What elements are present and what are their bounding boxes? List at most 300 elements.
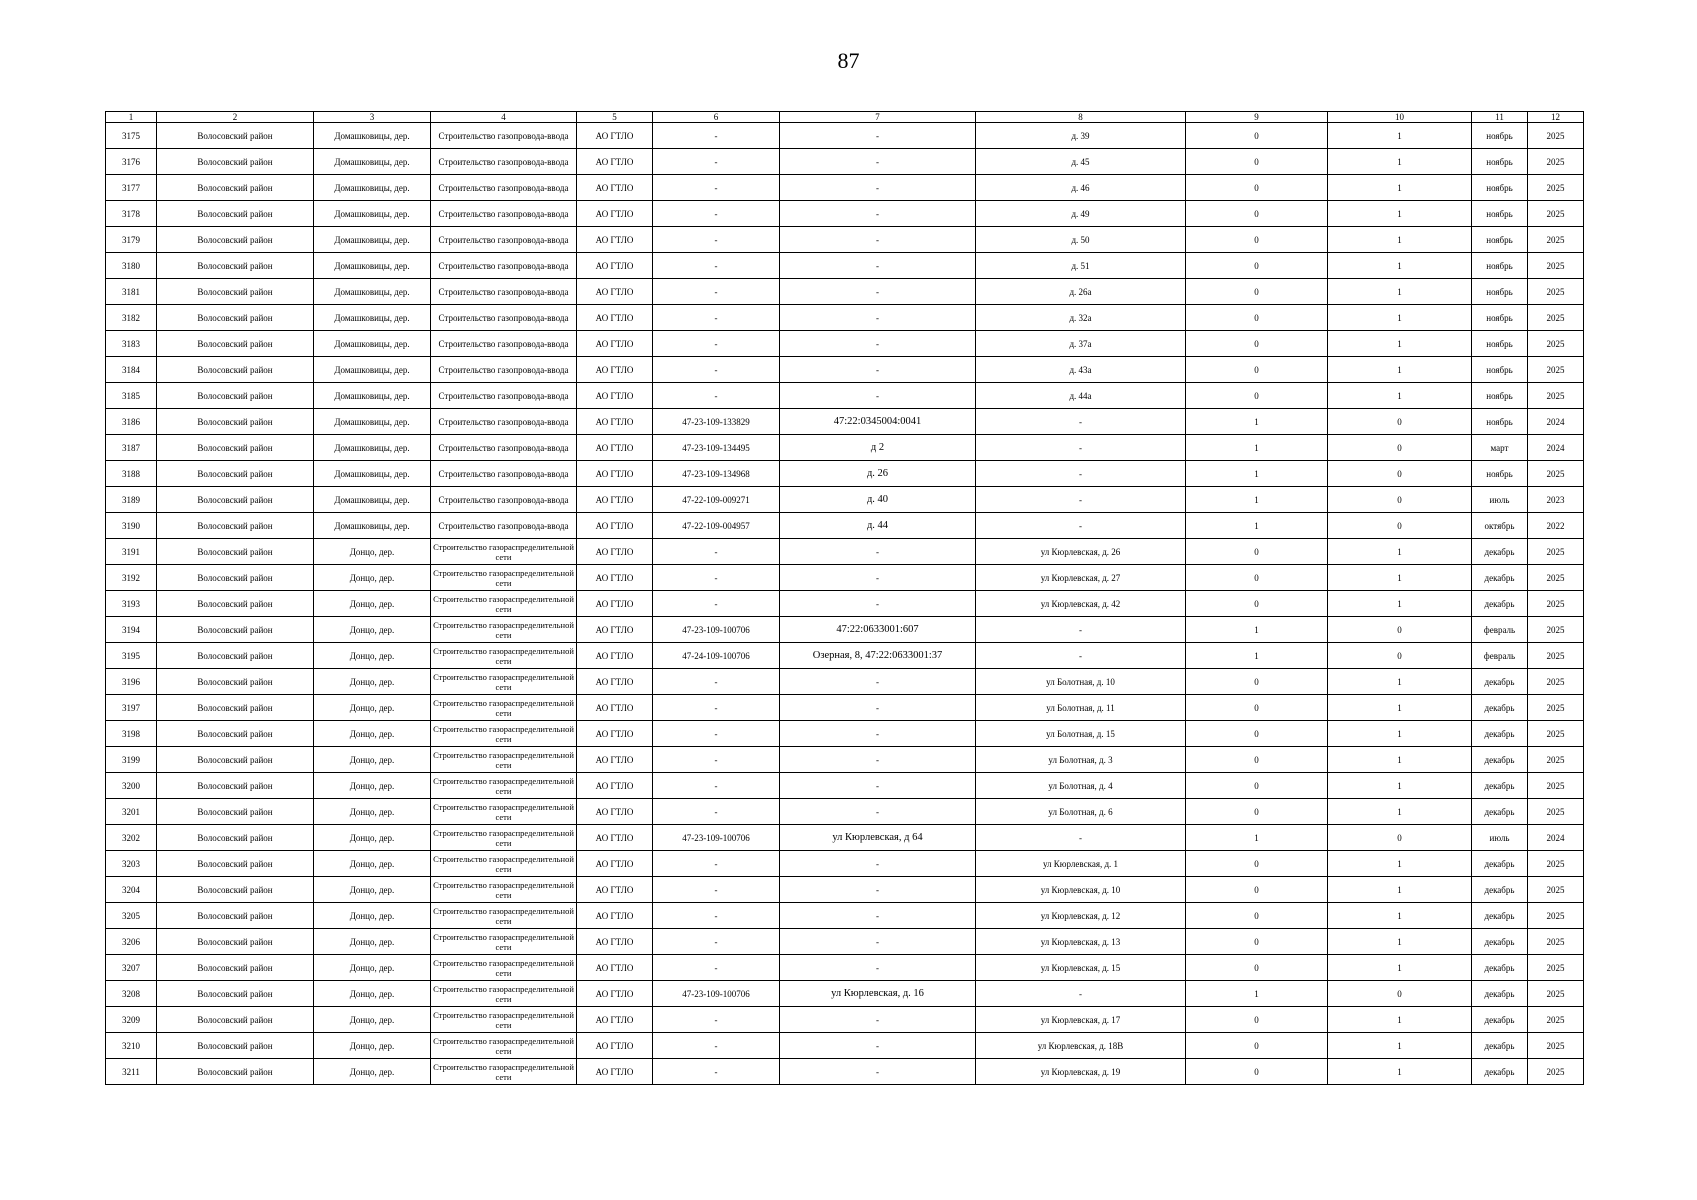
work-type-cell: Строительство газораспределительной сети (431, 747, 577, 773)
row-number-cell: 3183 (106, 331, 157, 357)
table-row (106, 461, 1584, 487)
month-cell: декабрь (1472, 955, 1528, 981)
address-cell: ул Болотная, д. 6 (976, 799, 1186, 825)
organization-cell: АО ГТЛО (577, 279, 653, 305)
address-cell: ул Кюрлевская, д. 18В (976, 1033, 1186, 1059)
table-row (106, 539, 1584, 565)
count-connected-cell: 0 (1186, 357, 1328, 383)
table-row (106, 695, 1584, 721)
month-cell: ноябрь (1472, 331, 1528, 357)
count-connected-cell: 1 (1186, 617, 1328, 643)
table-row (106, 201, 1584, 227)
month-cell: декабрь (1472, 799, 1528, 825)
count-planned-cell: 1 (1328, 227, 1472, 253)
count-connected-cell: 1 (1186, 461, 1328, 487)
count-planned-cell: 1 (1328, 201, 1472, 227)
settlement-cell: Донцо, дер. (314, 903, 431, 929)
count-planned-cell: 1 (1328, 695, 1472, 721)
month-cell: октябрь (1472, 513, 1528, 539)
table-row (106, 981, 1584, 1007)
district-cell: Волосовский район (157, 487, 314, 513)
table-row (106, 799, 1584, 825)
count-planned-cell: 1 (1328, 175, 1472, 201)
organization-cell: АО ГТЛО (577, 565, 653, 591)
address-or-cadastral-number-cell: ул Кюрлевская, д. 16 (780, 981, 976, 1007)
organization-cell: АО ГТЛО (577, 513, 653, 539)
month-cell: февраль (1472, 617, 1528, 643)
count-connected-cell: 0 (1186, 253, 1328, 279)
row-number-cell: 3190 (106, 513, 157, 539)
address-or-cadastral-number-cell: - (780, 357, 976, 383)
settlement-cell: Домашковицы, дер. (314, 435, 431, 461)
organization-cell: АО ГТЛО (577, 955, 653, 981)
settlement-cell: Домашковицы, дер. (314, 383, 431, 409)
address-cell: д. 37а (976, 331, 1186, 357)
settlement-cell: Донцо, дер. (314, 591, 431, 617)
column-number: 3 (314, 112, 431, 123)
cadastral-request-number-cell: - (653, 539, 780, 565)
address-cell: д. 51 (976, 253, 1186, 279)
address-cell: д. 44а (976, 383, 1186, 409)
address-or-cadastral-number-cell: Озерная, 8, 47:22:0633001:37 (780, 643, 976, 669)
work-type-cell: Строительство газораспределительной сети (431, 1033, 577, 1059)
address-cell: ул Кюрлевская, д. 10 (976, 877, 1186, 903)
address-cell: ул Кюрлевская, д. 12 (976, 903, 1186, 929)
month-cell: ноябрь (1472, 253, 1528, 279)
district-cell: Волосовский район (157, 1007, 314, 1033)
organization-cell: АО ГТЛО (577, 721, 653, 747)
count-planned-cell: 1 (1328, 799, 1472, 825)
month-cell: декабрь (1472, 695, 1528, 721)
work-type-cell: Строительство газораспределительной сети (431, 929, 577, 955)
district-cell: Волосовский район (157, 149, 314, 175)
count-connected-cell: 1 (1186, 513, 1328, 539)
settlement-cell: Донцо, дер. (314, 1059, 431, 1085)
table-row (106, 149, 1584, 175)
cadastral-request-number-cell: - (653, 331, 780, 357)
address-or-cadastral-number-cell: - (780, 331, 976, 357)
address-cell: - (976, 409, 1186, 435)
district-cell: Волосовский район (157, 877, 314, 903)
organization-cell: АО ГТЛО (577, 409, 653, 435)
organization-cell: АО ГТЛО (577, 175, 653, 201)
address-or-cadastral-number-cell: д. 44 (780, 513, 976, 539)
cadastral-request-number-cell: - (653, 799, 780, 825)
cadastral-request-number-cell: 47-23-109-134968 (653, 461, 780, 487)
row-number-cell: 3197 (106, 695, 157, 721)
settlement-cell: Донцо, дер. (314, 617, 431, 643)
year-cell: 2025 (1528, 903, 1584, 929)
table-row (106, 383, 1584, 409)
address-cell: д. 43а (976, 357, 1186, 383)
district-cell: Волосовский район (157, 1059, 314, 1085)
count-planned-cell: 1 (1328, 1059, 1472, 1085)
work-type-cell: Строительство газопровода-ввода (431, 175, 577, 201)
address-cell: - (976, 617, 1186, 643)
cadastral-request-number-cell: - (653, 201, 780, 227)
row-number-cell: 3179 (106, 227, 157, 253)
work-type-cell: Строительство газопровода-ввода (431, 305, 577, 331)
count-connected-cell: 0 (1186, 201, 1328, 227)
year-cell: 2024 (1528, 435, 1584, 461)
cadastral-request-number-cell: - (653, 591, 780, 617)
address-or-cadastral-number-cell: ул Кюрлевская, д 64 (780, 825, 976, 851)
count-connected-cell: 1 (1186, 643, 1328, 669)
cadastral-request-number-cell: 47-23-109-100706 (653, 981, 780, 1007)
organization-cell: АО ГТЛО (577, 383, 653, 409)
row-number-cell: 3205 (106, 903, 157, 929)
count-planned-cell: 1 (1328, 331, 1472, 357)
address-cell: ул Кюрлевская, д. 27 (976, 565, 1186, 591)
address-or-cadastral-number-cell: - (780, 851, 976, 877)
district-cell: Волосовский район (157, 1033, 314, 1059)
year-cell: 2025 (1528, 877, 1584, 903)
district-cell: Волосовский район (157, 825, 314, 851)
year-cell: 2025 (1528, 617, 1584, 643)
settlement-cell: Донцо, дер. (314, 1033, 431, 1059)
organization-cell: АО ГТЛО (577, 201, 653, 227)
work-type-cell: Строительство газораспределительной сети (431, 565, 577, 591)
cadastral-request-number-cell: - (653, 305, 780, 331)
table-row (106, 747, 1584, 773)
table-row (106, 175, 1584, 201)
table-row (106, 877, 1584, 903)
work-type-cell: Строительство газопровода-ввода (431, 227, 577, 253)
address-or-cadastral-number-cell: - (780, 591, 976, 617)
count-planned-cell: 1 (1328, 279, 1472, 305)
organization-cell: АО ГТЛО (577, 877, 653, 903)
district-cell: Волосовский район (157, 617, 314, 643)
row-number-cell: 3206 (106, 929, 157, 955)
settlement-cell: Донцо, дер. (314, 929, 431, 955)
count-planned-cell: 1 (1328, 747, 1472, 773)
row-number-cell: 3192 (106, 565, 157, 591)
row-number-cell: 3182 (106, 305, 157, 331)
year-cell: 2025 (1528, 643, 1584, 669)
district-cell: Волосовский район (157, 227, 314, 253)
row-number-cell: 3196 (106, 669, 157, 695)
table-row (106, 1033, 1584, 1059)
row-number-cell: 3209 (106, 1007, 157, 1033)
work-type-cell: Строительство газопровода-ввода (431, 123, 577, 149)
row-number-cell: 3184 (106, 357, 157, 383)
cadastral-request-number-cell: 47-22-109-009271 (653, 487, 780, 513)
address-cell: - (976, 643, 1186, 669)
count-connected-cell: 0 (1186, 747, 1328, 773)
year-cell: 2025 (1528, 201, 1584, 227)
organization-cell: АО ГТЛО (577, 487, 653, 513)
organization-cell: АО ГТЛО (577, 1007, 653, 1033)
year-cell: 2025 (1528, 1059, 1584, 1085)
count-planned-cell: 1 (1328, 721, 1472, 747)
year-cell: 2025 (1528, 929, 1584, 955)
address-cell: - (976, 461, 1186, 487)
row-number-cell: 3188 (106, 461, 157, 487)
year-cell: 2025 (1528, 773, 1584, 799)
settlement-cell: Донцо, дер. (314, 747, 431, 773)
work-type-cell: Строительство газораспределительной сети (431, 591, 577, 617)
count-connected-cell: 0 (1186, 539, 1328, 565)
organization-cell: АО ГТЛО (577, 695, 653, 721)
cadastral-request-number-cell: 47-22-109-004957 (653, 513, 780, 539)
settlement-cell: Домашковицы, дер. (314, 227, 431, 253)
address-or-cadastral-number-cell: - (780, 1033, 976, 1059)
row-number-cell: 3191 (106, 539, 157, 565)
year-cell: 2022 (1528, 513, 1584, 539)
count-planned-cell: 1 (1328, 903, 1472, 929)
settlement-cell: Домашковицы, дер. (314, 331, 431, 357)
column-number: 11 (1472, 112, 1528, 123)
count-planned-cell: 1 (1328, 591, 1472, 617)
row-number-cell: 3199 (106, 747, 157, 773)
cadastral-request-number-cell: - (653, 279, 780, 305)
address-cell: д. 39 (976, 123, 1186, 149)
district-cell: Волосовский район (157, 513, 314, 539)
address-cell: д. 32а (976, 305, 1186, 331)
organization-cell: АО ГТЛО (577, 825, 653, 851)
address-or-cadastral-number-cell: - (780, 1007, 976, 1033)
year-cell: 2025 (1528, 591, 1584, 617)
address-or-cadastral-number-cell: 47:22:0345004:0041 (780, 409, 976, 435)
address-or-cadastral-number-cell: д 2 (780, 435, 976, 461)
cadastral-request-number-cell: - (653, 695, 780, 721)
district-cell: Волосовский район (157, 565, 314, 591)
month-cell: февраль (1472, 643, 1528, 669)
month-cell: декабрь (1472, 981, 1528, 1007)
address-cell: д. 26а (976, 279, 1186, 305)
work-type-cell: Строительство газопровода-ввода (431, 357, 577, 383)
organization-cell: АО ГТЛО (577, 1033, 653, 1059)
column-number: 9 (1186, 112, 1328, 123)
address-or-cadastral-number-cell: - (780, 1059, 976, 1085)
row-number-cell: 3198 (106, 721, 157, 747)
address-cell: - (976, 435, 1186, 461)
district-cell: Волосовский район (157, 981, 314, 1007)
table-row (106, 357, 1584, 383)
year-cell: 2024 (1528, 825, 1584, 851)
work-type-cell: Строительство газопровода-ввода (431, 201, 577, 227)
row-number-cell: 3189 (106, 487, 157, 513)
district-cell: Волосовский район (157, 591, 314, 617)
district-cell: Волосовский район (157, 929, 314, 955)
count-planned-cell: 1 (1328, 539, 1472, 565)
organization-cell: АО ГТЛО (577, 799, 653, 825)
year-cell: 2025 (1528, 539, 1584, 565)
address-cell: ул Кюрлевская, д. 15 (976, 955, 1186, 981)
month-cell: ноябрь (1472, 357, 1528, 383)
count-connected-cell: 0 (1186, 1033, 1328, 1059)
organization-cell: АО ГТЛО (577, 149, 653, 175)
cadastral-request-number-cell: - (653, 903, 780, 929)
table-row (106, 1007, 1584, 1033)
table-row (106, 773, 1584, 799)
month-cell: декабрь (1472, 539, 1528, 565)
settlement-cell: Донцо, дер. (314, 539, 431, 565)
column-number: 7 (780, 112, 976, 123)
work-type-cell: Строительство газораспределительной сети (431, 695, 577, 721)
count-planned-cell: 1 (1328, 357, 1472, 383)
table-row (106, 487, 1584, 513)
year-cell: 2025 (1528, 227, 1584, 253)
month-cell: июль (1472, 825, 1528, 851)
cadastral-request-number-cell: - (653, 747, 780, 773)
count-connected-cell: 1 (1186, 487, 1328, 513)
cadastral-request-number-cell: - (653, 877, 780, 903)
address-cell: ул Кюрлевская, д. 19 (976, 1059, 1186, 1085)
row-number-cell: 3207 (106, 955, 157, 981)
count-planned-cell: 0 (1328, 487, 1472, 513)
work-type-cell: Строительство газопровода-ввода (431, 487, 577, 513)
count-connected-cell: 1 (1186, 981, 1328, 1007)
organization-cell: АО ГТЛО (577, 253, 653, 279)
count-planned-cell: 1 (1328, 253, 1472, 279)
month-cell: декабрь (1472, 565, 1528, 591)
organization-cell: АО ГТЛО (577, 123, 653, 149)
cadastral-request-number-cell: 47-23-109-134495 (653, 435, 780, 461)
district-cell: Волосовский район (157, 357, 314, 383)
organization-cell: АО ГТЛО (577, 227, 653, 253)
count-planned-cell: 0 (1328, 981, 1472, 1007)
count-planned-cell: 1 (1328, 929, 1472, 955)
table-row (106, 591, 1584, 617)
count-planned-cell: 1 (1328, 1007, 1472, 1033)
organization-cell: АО ГТЛО (577, 461, 653, 487)
settlement-cell: Донцо, дер. (314, 643, 431, 669)
settlement-cell: Донцо, дер. (314, 799, 431, 825)
count-connected-cell: 0 (1186, 1007, 1328, 1033)
work-type-cell: Строительство газораспределительной сети (431, 1059, 577, 1085)
year-cell: 2025 (1528, 1007, 1584, 1033)
count-connected-cell: 0 (1186, 565, 1328, 591)
cadastral-request-number-cell: - (653, 669, 780, 695)
count-planned-cell: 0 (1328, 617, 1472, 643)
district-cell: Волосовский район (157, 903, 314, 929)
column-number: 5 (577, 112, 653, 123)
column-number: 1 (106, 112, 157, 123)
month-cell: ноябрь (1472, 227, 1528, 253)
month-cell: ноябрь (1472, 175, 1528, 201)
work-type-cell: Строительство газопровода-ввода (431, 461, 577, 487)
address-cell: д. 50 (976, 227, 1186, 253)
count-planned-cell: 1 (1328, 149, 1472, 175)
organization-cell: АО ГТЛО (577, 669, 653, 695)
count-connected-cell: 1 (1186, 409, 1328, 435)
year-cell: 2025 (1528, 331, 1584, 357)
address-or-cadastral-number-cell: 47:22:0633001:607 (780, 617, 976, 643)
district-cell: Волосовский район (157, 305, 314, 331)
month-cell: декабрь (1472, 721, 1528, 747)
address-cell: ул Болотная, д. 11 (976, 695, 1186, 721)
cadastral-request-number-cell: 47-23-109-100706 (653, 825, 780, 851)
settlement-cell: Донцо, дер. (314, 877, 431, 903)
cadastral-request-number-cell: - (653, 253, 780, 279)
settlement-cell: Домашковицы, дер. (314, 253, 431, 279)
address-cell: ул Кюрлевская, д. 1 (976, 851, 1186, 877)
district-cell: Волосовский район (157, 773, 314, 799)
settlement-cell: Домашковицы, дер. (314, 305, 431, 331)
work-type-cell: Строительство газораспределительной сети (431, 851, 577, 877)
count-connected-cell: 0 (1186, 799, 1328, 825)
table-row (106, 565, 1584, 591)
row-number-cell: 3194 (106, 617, 157, 643)
cadastral-request-number-cell: - (653, 357, 780, 383)
address-or-cadastral-number-cell: - (780, 877, 976, 903)
address-or-cadastral-number-cell: - (780, 747, 976, 773)
row-number-cell: 3210 (106, 1033, 157, 1059)
count-planned-cell: 0 (1328, 461, 1472, 487)
year-cell: 2025 (1528, 669, 1584, 695)
month-cell: декабрь (1472, 591, 1528, 617)
address-or-cadastral-number-cell: - (780, 955, 976, 981)
address-cell: ул Болотная, д. 10 (976, 669, 1186, 695)
count-planned-cell: 1 (1328, 877, 1472, 903)
district-cell: Волосовский район (157, 461, 314, 487)
month-cell: ноябрь (1472, 409, 1528, 435)
work-type-cell: Строительство газораспределительной сети (431, 799, 577, 825)
work-type-cell: Строительство газопровода-ввода (431, 149, 577, 175)
work-type-cell: Строительство газораспределительной сети (431, 721, 577, 747)
month-cell: ноябрь (1472, 305, 1528, 331)
count-connected-cell: 0 (1186, 929, 1328, 955)
settlement-cell: Домашковицы, дер. (314, 409, 431, 435)
table-row (106, 227, 1584, 253)
address-or-cadastral-number-cell: - (780, 149, 976, 175)
organization-cell: АО ГТЛО (577, 773, 653, 799)
row-number-cell: 3186 (106, 409, 157, 435)
month-cell: декабрь (1472, 669, 1528, 695)
month-cell: ноябрь (1472, 279, 1528, 305)
month-cell: ноябрь (1472, 201, 1528, 227)
count-connected-cell: 0 (1186, 305, 1328, 331)
year-cell: 2025 (1528, 1033, 1584, 1059)
settlement-cell: Донцо, дер. (314, 565, 431, 591)
district-cell: Волосовский район (157, 955, 314, 981)
row-number-cell: 3181 (106, 279, 157, 305)
settlement-cell: Домашковицы, дер. (314, 461, 431, 487)
count-planned-cell: 1 (1328, 1033, 1472, 1059)
district-cell: Волосовский район (157, 331, 314, 357)
table-body (106, 112, 1584, 1085)
count-planned-cell: 1 (1328, 851, 1472, 877)
address-cell: ул Кюрлевская, д. 17 (976, 1007, 1186, 1033)
address-cell: - (976, 825, 1186, 851)
month-cell: декабрь (1472, 1007, 1528, 1033)
cadastral-request-number-cell: - (653, 1059, 780, 1085)
count-connected-cell: 0 (1186, 955, 1328, 981)
count-planned-cell: 1 (1328, 773, 1472, 799)
cadastral-request-number-cell: - (653, 175, 780, 201)
table-row (106, 253, 1584, 279)
count-connected-cell: 0 (1186, 123, 1328, 149)
count-connected-cell: 0 (1186, 175, 1328, 201)
count-connected-cell: 1 (1186, 435, 1328, 461)
work-type-cell: Строительство газопровода-ввода (431, 409, 577, 435)
address-or-cadastral-number-cell: - (780, 279, 976, 305)
year-cell: 2025 (1528, 721, 1584, 747)
address-or-cadastral-number-cell: - (780, 383, 976, 409)
year-cell: 2025 (1528, 383, 1584, 409)
count-connected-cell: 0 (1186, 773, 1328, 799)
count-planned-cell: 0 (1328, 513, 1472, 539)
settlement-cell: Донцо, дер. (314, 669, 431, 695)
address-or-cadastral-number-cell: д. 26 (780, 461, 976, 487)
year-cell: 2025 (1528, 461, 1584, 487)
count-connected-cell: 0 (1186, 1059, 1328, 1085)
cadastral-request-number-cell: - (653, 721, 780, 747)
count-connected-cell: 0 (1186, 279, 1328, 305)
district-cell: Волосовский район (157, 201, 314, 227)
address-cell: ул Кюрлевская, д. 26 (976, 539, 1186, 565)
